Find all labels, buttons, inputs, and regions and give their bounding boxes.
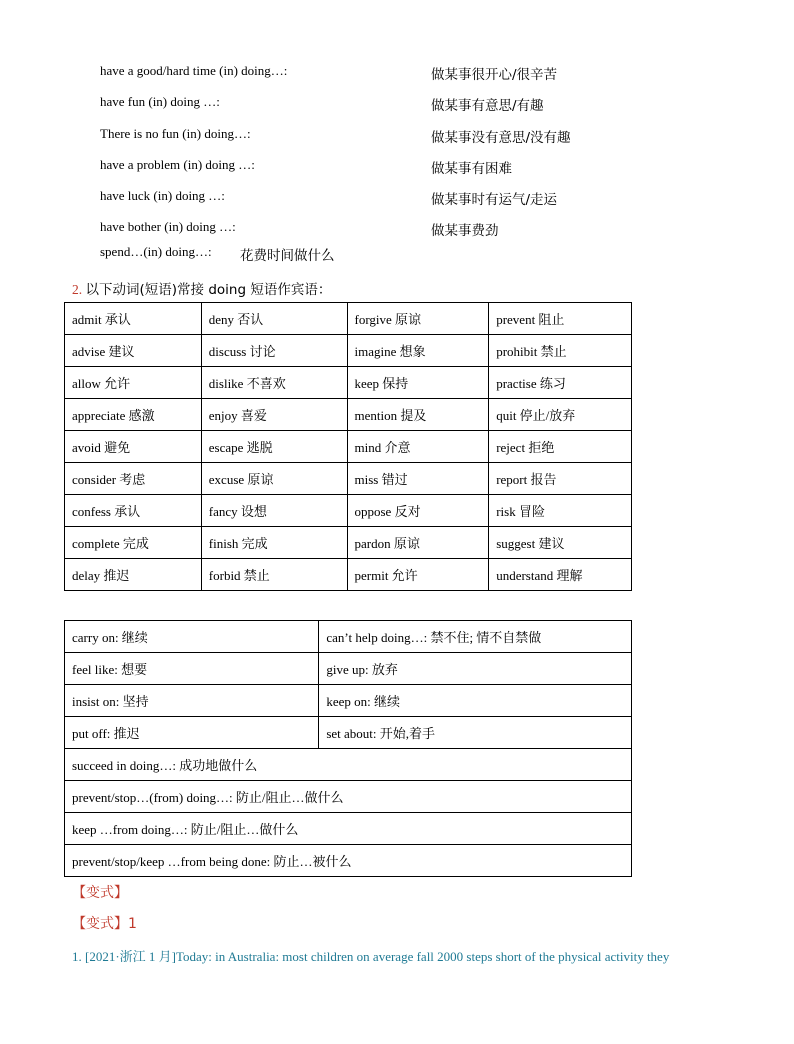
verb-cell: forgive 原谅 [347, 303, 489, 335]
verb-cell: avoid 避免 [65, 431, 202, 463]
phrase-en: have a problem (in) doing …: [100, 157, 255, 172]
phrase-cell-wide: succeed in doing…: 成功地做什么 [65, 749, 632, 781]
verb-row [65, 367, 632, 399]
phrase-row-wide [65, 813, 632, 845]
verb-row [65, 303, 632, 335]
phrase-en: There is no fun (in) doing…: [100, 126, 251, 141]
phrase-row [65, 653, 632, 685]
verb-cell: consider 考虑 [65, 463, 202, 495]
phrase-cell: insist on: 坚持 [65, 685, 319, 717]
verb-cell: deny 否认 [201, 303, 347, 335]
verb-cell: report 报告 [489, 463, 632, 495]
question-text: 1. [2021·浙江 1 月]Today: in Australia: most children on average fall 2000 steps short of the physical activity they [72, 949, 670, 964]
verb-cell: forbid 禁止 [201, 559, 347, 591]
phrase-cell-wide: prevent/stop/keep …from being done: 防止…被什么 [65, 845, 632, 877]
verb-row [65, 463, 632, 495]
verb-row [65, 431, 632, 463]
verb-cell: fancy 设想 [201, 495, 347, 527]
verb-cell: permit 允许 [347, 559, 489, 591]
verb-cell: quit 停止/放弃 [489, 399, 632, 431]
phrase-en: have fun (in) doing …: [100, 94, 220, 109]
phrase-en: have bother (in) doing …: [100, 219, 236, 234]
phrase-cell-wide: keep …from doing…: 防止/阻止…做什么 [65, 813, 632, 845]
verb-cell: confess 承认 [65, 495, 202, 527]
phrase-table [64, 620, 632, 877]
phrase-cell: keep on: 继续 [319, 685, 632, 717]
verb-cell: appreciate 感激 [65, 399, 202, 431]
variant-heading-1: 【变式】1 [72, 916, 137, 932]
verb-cell: advise 建议 [65, 335, 202, 367]
variant-heading: 【变式】 [72, 885, 128, 901]
verb-cell: enjoy 喜爱 [201, 399, 347, 431]
verb-cell: complete 完成 [65, 527, 202, 559]
phrase-en: have luck (in) doing …: [100, 188, 225, 203]
phrase-row [65, 717, 632, 749]
verb-cell: delay 推迟 [65, 559, 202, 591]
verb-cell: allow 允许 [65, 367, 202, 399]
section-number: 2. [72, 282, 83, 297]
phrase-zh: 做某事时有运气/走运 [431, 192, 558, 208]
phrase-zh: 做某事有困难 [431, 161, 512, 177]
phrase-row-wide [65, 781, 632, 813]
phrase-zh: 做某事很开心/很辛苦 [431, 67, 558, 83]
verb-cell: understand 理解 [489, 559, 632, 591]
verb-cell: keep 保持 [347, 367, 489, 399]
verb-cell: imagine 想象 [347, 335, 489, 367]
verb-row [65, 495, 632, 527]
verb-cell: dislike 不喜欢 [201, 367, 347, 399]
verb-cell: mind 介意 [347, 431, 489, 463]
phrase-cell: give up: 放弃 [319, 653, 632, 685]
verb-cell: prevent 阻止 [489, 303, 632, 335]
phrase-row-wide [65, 749, 632, 781]
phrase-zh: 做某事有意思/有趣 [431, 98, 544, 114]
verb-cell: miss 错过 [347, 463, 489, 495]
verb-row [65, 527, 632, 559]
phrase-en: have a good/hard time (in) doing…: [100, 63, 288, 78]
spend-phrase-zh: 花费时间做什么 [240, 248, 335, 264]
verb-cell: risk 冒险 [489, 495, 632, 527]
verb-cell: prohibit 禁止 [489, 335, 632, 367]
phrase-zh: 做某事费劲 [431, 223, 499, 239]
verb-cell: admit 承认 [65, 303, 202, 335]
verb-cell: finish 完成 [201, 527, 347, 559]
phrase-cell: put off: 推迟 [65, 717, 319, 749]
verb-cell: suggest 建议 [489, 527, 632, 559]
verb-cell: excuse 原谅 [201, 463, 347, 495]
section-heading [72, 278, 331, 298]
phrase-row [65, 621, 632, 653]
verb-row [65, 559, 632, 591]
phrase-row [65, 685, 632, 717]
phrase-cell: can’t help doing…: 禁不住; 情不自禁做 [319, 621, 632, 653]
verb-cell: pardon 原谅 [347, 527, 489, 559]
verb-row [65, 335, 632, 367]
phrase-row-wide [65, 845, 632, 877]
verb-cell: reject 拒绝 [489, 431, 632, 463]
verb-row [65, 399, 632, 431]
phrase-cell-wide: prevent/stop…(from) doing…: 防止/阻止…做什么 [65, 781, 632, 813]
section-text: 以下动词(短语)常接 doing 短语作宾语： [85, 282, 332, 298]
verb-cell: mention 提及 [347, 399, 489, 431]
phrase-zh: 做某事没有意思/没有趣 [431, 130, 571, 146]
phrase-cell: feel like: 想要 [65, 653, 319, 685]
verb-cell: oppose 反对 [347, 495, 489, 527]
phrase-cell: set about: 开始,着手 [319, 717, 632, 749]
verb-cell: practise 练习 [489, 367, 632, 399]
verb-cell: escape 逃脱 [201, 431, 347, 463]
phrase-cell: carry on: 继续 [65, 621, 319, 653]
verb-cell: discuss 讨论 [201, 335, 347, 367]
spend-phrase-en: spend…(in) doing…: [100, 244, 212, 259]
verb-table [64, 302, 632, 591]
